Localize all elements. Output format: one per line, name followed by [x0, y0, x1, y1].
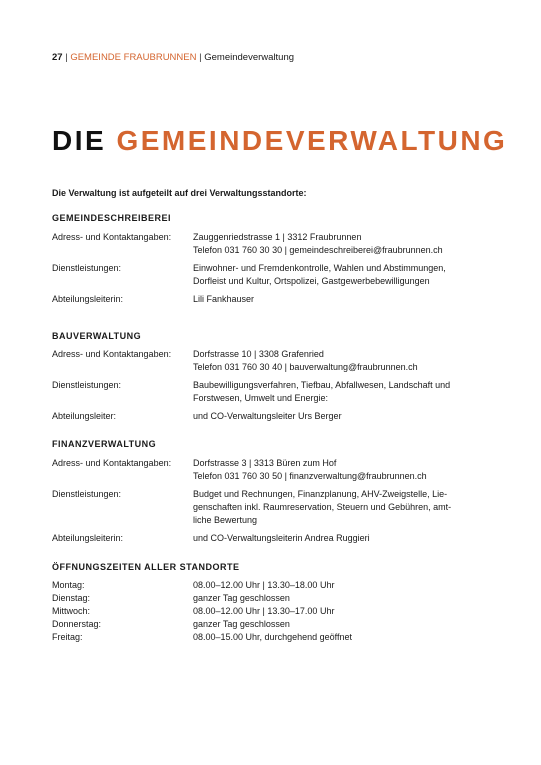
page-number: 27: [52, 52, 63, 63]
value-line: Dorfstrasse 3 | 3313 Büren zum Hof: [193, 458, 337, 468]
row-value: [193, 410, 489, 423]
running-header: [52, 52, 294, 63]
value-line: Telefon 031 760 30 30 | gemeindeschreiberei@fraubrunnen.ch: [193, 245, 443, 255]
row-label: Adress- und Kontaktangaben:: [52, 458, 172, 468]
row-value: [193, 488, 489, 527]
title-part-1: DIE: [52, 125, 107, 156]
row-value: [193, 348, 489, 374]
value-line: Dorfleist und Kultur, Ortspolizei, Gastgewerbebewilligungen: [193, 276, 430, 286]
hours-time: ganzer Tag geschlossen: [193, 619, 290, 629]
hours-day: Donnerstag:: [52, 619, 102, 629]
row-label: Dienstleistungen:: [52, 380, 122, 390]
hours-day: Montag:: [52, 580, 85, 590]
value-line: Telefon 031 760 30 50 | finanzverwaltung@fraubrunnen.ch: [193, 471, 427, 481]
hours-day: Freitag:: [52, 632, 83, 642]
value-line: und CO-Verwaltungsleiter Urs Berger: [193, 411, 342, 421]
row-label: Adress- und Kontaktangaben:: [52, 349, 172, 359]
header-separator: |: [199, 52, 202, 63]
row-value: [193, 231, 489, 257]
department-heading: GEMEINDESCHREIBEREI: [52, 213, 172, 223]
value-line: Einwohner- und Fremdenkontrolle, Wahlen und Abstimmungen,: [193, 263, 446, 273]
value-line: Forstwesen, Umwelt und Energie:: [193, 393, 329, 403]
hours-day: Mittwoch:: [52, 606, 91, 616]
value-line: Dorfstrasse 10 | 3308 Grafenried: [193, 349, 324, 359]
hours-time: 08.00–12.00 Uhr | 13.30–18.00 Uhr: [193, 580, 335, 590]
row-label: Adress- und Kontaktangaben:: [52, 232, 172, 242]
hours-heading: ÖFFNUNGSZEITEN ALLER STANDORTE: [52, 562, 240, 572]
row-value: [193, 457, 489, 483]
value-line: Zauggenriedstrasse 1 | 3312 Fraubrunnen: [193, 232, 362, 242]
value-line: liche Bewertung: [193, 515, 258, 525]
row-label: Abteilungsleiterin:: [52, 294, 124, 304]
intro-text: Die Verwaltung ist aufgeteilt auf drei Verwaltungsstandorte:: [52, 188, 307, 198]
value-line: und CO-Verwaltungsleiterin Andrea Ruggieri: [193, 533, 370, 543]
value-line: Telefon 031 760 30 40 | bauverwaltung@fraubrunnen.ch: [193, 362, 418, 372]
hours-time: 08.00–15.00 Uhr, durchgehend geöffnet: [193, 632, 352, 642]
hours-time: 08.00–12.00 Uhr | 13.30–17.00 Uhr: [193, 606, 335, 616]
row-value: [193, 262, 489, 288]
department-heading: FINANZVERWALTUNG: [52, 439, 157, 449]
hours-day: Dienstag:: [52, 593, 91, 603]
header-separator: |: [65, 52, 68, 63]
value-line: Lili Fankhauser: [193, 294, 255, 304]
value-line: genschaften inkl. Raumreservation, Steuern und Gebühren, amt-: [193, 502, 452, 512]
row-value: [193, 379, 489, 405]
title-part-2: GEMEINDEVERWALTUNG: [116, 125, 508, 156]
row-label: Dienstleistungen:: [52, 489, 122, 499]
row-label: Dienstleistungen:: [52, 263, 122, 273]
department-heading: BAUVERWALTUNG: [52, 331, 142, 341]
row-label: Abteilungsleiter:: [52, 411, 117, 421]
page-title: [52, 125, 507, 157]
value-line: Baubewilligungsverfahren, Tiefbau, Abfallwesen, Landschaft und: [193, 380, 451, 390]
row-value: [193, 293, 489, 306]
header-section: GEMEINDE FRAUBRUNNEN: [70, 52, 197, 63]
value-line: Budget und Rechnungen, Finanzplanung, AHV-Zweigstelle, Lie-: [193, 489, 448, 499]
hours-time: ganzer Tag geschlossen: [193, 593, 290, 603]
row-value: [193, 532, 489, 545]
header-chapter: Gemeindeverwaltung: [204, 52, 295, 63]
row-label: Abteilungsleiterin:: [52, 533, 124, 543]
